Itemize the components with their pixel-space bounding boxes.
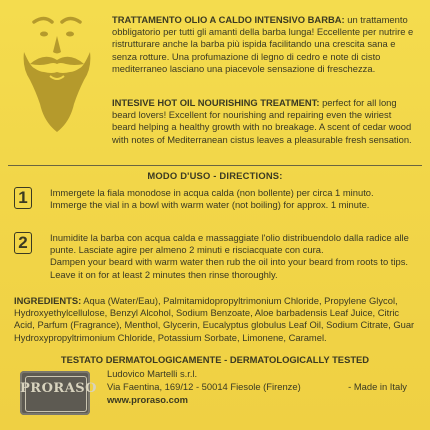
step-1-text	[50, 187, 420, 211]
ingredients-label: INGREDIENTS:	[14, 295, 82, 306]
english-description	[112, 97, 416, 146]
ingredients-list	[14, 295, 420, 344]
english-title: INTESIVE HOT OIL NOURISHING TREATMENT:	[112, 97, 320, 108]
step-1-english: Immerge the vial in a bowl with warm water (not boiling) for approx. 1 minute.	[50, 199, 370, 211]
directions-heading: MODO D'USO - DIRECTIONS:	[147, 170, 283, 181]
step-2-english: Dampen your beard with warm water then rub the oil into your beard from roots to tips. Leave it on for at least 2 minutes then rinse thoroughly.	[50, 256, 408, 280]
step-number-2: 2	[14, 232, 32, 254]
direction-step-2	[14, 232, 418, 288]
step-number-1: 1	[14, 187, 32, 209]
label-header	[0, 0, 430, 170]
logo-text: PRORASO	[20, 381, 98, 396]
proraso-logo	[20, 371, 98, 415]
english-body: perfect for all long beard lovers! Excellent for nourishing and repairing even the wiriest beard helping a healthy growth with no breakage. A scent of cedar wood with notes of Mediterranean cistus leaves a pleasurable fresh sensation.	[112, 97, 412, 145]
company-info	[107, 368, 417, 406]
italian-description	[112, 14, 416, 75]
ingredients-text: Aqua (Water/Eau), Palmitamidopropyltrimonium Chloride, Propylene Glycol, Hydroxyethylcellulose, Benzyl Alcohol, Sodium Benzoate, Aloe barbadensis Leaf Juice, Citric Acid, Parfum (Fragrance), Menthol, Glycerin, Eucalyptus globulus Leaf Oil, Sodium Citrate, Guar Hydroxypropyltrimonium Chloride, Potassium Sorbate, Limonene, Caramel.	[14, 295, 415, 343]
website-link[interactable]: www.proraso.com	[107, 393, 188, 405]
step-2-italian: Inumidite la barba con acqua calda e massaggiate l'olio distribuendolo dalla radice alle punte. Lasciate agire per almeno 2 minuti e risciacquate con cura.	[50, 232, 409, 256]
step-2-text	[50, 232, 420, 281]
italian-title: TRATTAMENTO OLIO A CALDO INTENSIVO BARBA:	[112, 14, 345, 25]
italian-body: un trattamento obbligatorio per tutti gli amanti della barba lunga! Eccellente per nutrire e ristrutturare anche la barba più ispida facilitando una crescita sana e senza rotture. Una profumazione di legno di cedro e note di cisto mediterraneo lasciano una piacevole sensazione di freschezza.	[112, 14, 414, 74]
step-1-italian: Immergete la fiala monodose in acqua calda (non bollente) per circa 1 minuto.	[50, 187, 374, 198]
made-in-italy: - Made in Italy	[348, 380, 407, 392]
divider-top	[8, 165, 422, 166]
dermatological-notice: TESTATO DERMATOLOGICAMENTE - DERMATOLOGICALLY TESTED	[60, 354, 370, 365]
direction-step-1	[14, 187, 418, 223]
company-name: Ludovico Martelli s.r.l.	[107, 368, 198, 379]
address-row	[107, 381, 407, 394]
company-address: Via Faentina, 169/12 - 50014 Fiesole (Firenze)	[107, 380, 301, 392]
beard-face-icon	[14, 8, 100, 136]
